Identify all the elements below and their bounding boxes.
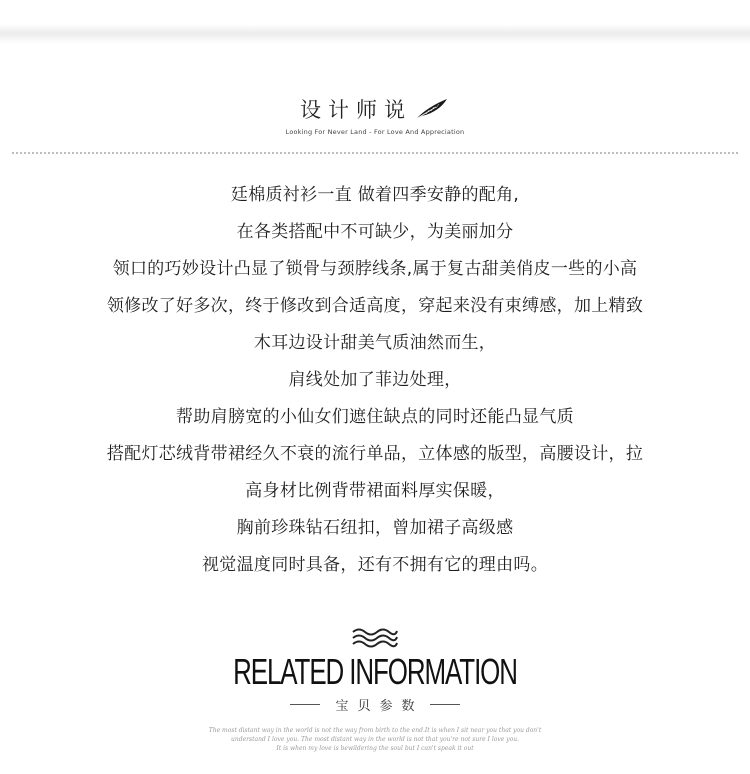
fine-print-line: understand I love you. The most distant way in the world is not that you're not sure I love you. (231, 736, 519, 743)
subtitle-right-dash (430, 704, 460, 705)
description-line: 在各类搭配中不可缺少，为美丽加分 (236, 222, 514, 242)
designer-title: 设计师说 (300, 98, 412, 122)
fine-print-line: It is when my love is bewildering the soul but I can't speak it out (276, 745, 474, 752)
related-subtitle-row (0, 694, 750, 714)
description-line: 搭配灯芯绒背带裙经久不衰的流行单品，立体感的版型，高腰设计，拉 (106, 444, 644, 464)
fine-print-quote (150, 726, 600, 753)
wave-icon (351, 626, 399, 650)
description-line: 廷棉质衬衫一直 做着四季安静的配角, (230, 185, 520, 205)
description-line: 木耳边设计甜美气质油然而生， (253, 333, 497, 353)
feather-icon (414, 97, 450, 121)
related-information-title: RELATED INFORMATION (233, 651, 517, 692)
description-line: 视觉温度同时具备，还有不拥有它的理由吗。 (202, 555, 548, 575)
subtitle-left-dash (290, 704, 320, 705)
description-line: 领口的巧妙设计凸显了锁骨与颈脖线条,属于复古甜美俏皮一些的小高 (112, 259, 638, 279)
top-shadow-band (0, 0, 750, 44)
related-subtitle: 宝贝参数 (335, 698, 424, 714)
description-line: 高身材比例背带裙面料厚实保暖， (245, 481, 505, 501)
description-line: 胸前珍珠钻石纽扣，曾加裙子高级感 (236, 518, 514, 538)
designer-title-row (0, 92, 750, 126)
designer-subtitle: Looking For Never Land - For Love And Appreciation (285, 128, 465, 136)
description-line: 帮助肩膀宽的小仙女们遮住缺点的同时还能凸显气质 (176, 407, 574, 427)
description-text-block (0, 177, 750, 584)
fine-print-line: The most distant way in the world is not the way from birth to the end.It is when I sit near you that you don't (208, 727, 542, 734)
designer-header (0, 92, 750, 142)
description-line: 肩线处加了菲边处理， (288, 370, 462, 390)
description-line: 领修改了好多次，终于修改到合适高度，穿起来没有束缚感，加上精致 (106, 296, 644, 316)
dotted-divider (12, 152, 738, 154)
